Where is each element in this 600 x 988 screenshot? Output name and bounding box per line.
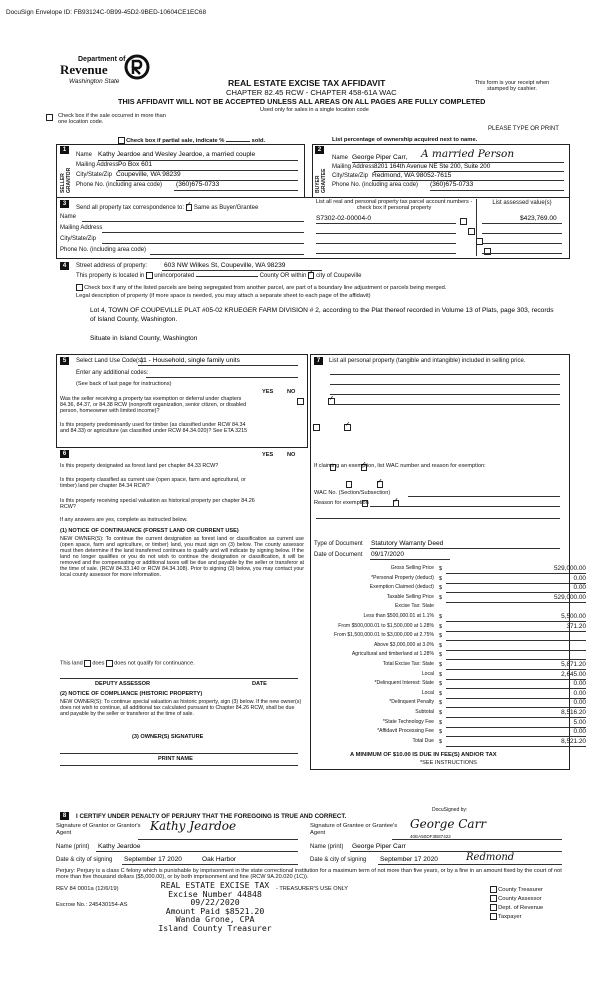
- same-as-buyer-checkbox[interactable]: [186, 204, 193, 211]
- location-row: [76, 272, 361, 280]
- buyer-city-label: City/State/Zip: [332, 173, 369, 179]
- historic-title: (2) NOTICE OF COMPLIANCE (HISTORIC PROPERTY): [60, 691, 203, 697]
- does-not-checkbox[interactable]: [106, 660, 113, 667]
- partial-sale-checkbox[interactable]: [118, 137, 125, 144]
- personal-property-checkbox-1[interactable]: [460, 218, 467, 225]
- land-use-line: [138, 365, 298, 366]
- section-1-number: 1: [60, 146, 69, 154]
- tax-row-dollar: $: [439, 690, 443, 697]
- grantor-date-line: [122, 864, 298, 865]
- send-correspondence-label: Send all property tax correspondence to:: [76, 204, 185, 211]
- grantee-date-field[interactable]: September 17 2020: [380, 856, 438, 863]
- tax-row-label: From $500,000.01 to $1,500,000 at 1.28%: [338, 622, 434, 629]
- section-2-number: 2: [315, 146, 324, 154]
- assessed-line-4: [482, 253, 562, 254]
- copy-county-assessor-label: County Assessor: [498, 896, 542, 902]
- tax-row: [314, 671, 584, 681]
- tax-row-label: Gross Selling Price: [390, 565, 434, 571]
- print-name-line[interactable]: [60, 765, 298, 766]
- tax-row-value[interactable]: 0.00: [446, 680, 586, 689]
- sold-label: sold.: [251, 137, 266, 144]
- segregated-checkbox[interactable]: [76, 284, 83, 291]
- treasurer-stamp: [150, 881, 280, 933]
- form-chapter: CHAPTER 82.45 RCW - CHAPTER 458-61A WAC: [226, 88, 397, 97]
- grantor-signature-label: Signature of Grantor or Grantor's Agent: [56, 823, 141, 836]
- treasurer-use-label: - TREASURER'S USE ONLY: [276, 886, 349, 892]
- tax-row: [314, 738, 584, 748]
- tax-row-value[interactable]: [446, 642, 586, 651]
- assessed-line-1: [482, 223, 562, 224]
- tax-row-value[interactable]: 5.00: [446, 719, 586, 728]
- seller-city-field[interactable]: Coupeville, WA 98239: [116, 171, 181, 178]
- street-label: Street address of property:: [76, 263, 148, 269]
- does-checkbox[interactable]: [84, 660, 91, 667]
- tax-row-label: *Affidavit Processing Fee: [377, 728, 434, 735]
- seller-name-field[interactable]: Kathy Jeardoe and Wesley Jeardoe, a married couple: [98, 151, 256, 158]
- docusigned-label: DocuSigned by:: [432, 807, 468, 813]
- s5-yes-header: YES: [262, 389, 274, 395]
- street-field[interactable]: 603 NW Wilkes St, Coupeville, WA 98239: [164, 262, 286, 269]
- tax-row-value[interactable]: 0.00: [446, 728, 586, 737]
- grantor-name-field[interactable]: Kathy Jeardoe: [98, 843, 141, 850]
- this-land-label: This land: [60, 660, 83, 667]
- corr-phone-field[interactable]: [150, 254, 304, 255]
- doc-date-field[interactable]: 09/17/2020: [371, 551, 405, 558]
- buyer-phone-line: [430, 190, 564, 191]
- tax-row-dollar: $: [439, 594, 443, 601]
- parcel-line-4: [316, 253, 456, 254]
- tax-row-value[interactable]: 8,521.20: [446, 738, 586, 747]
- additional-codes-field[interactable]: [146, 377, 298, 378]
- if-yes-note: If any answers are yes, complete as instructed below.: [60, 517, 188, 523]
- tax-row-dollar: $: [439, 575, 443, 582]
- buyer-name-label: Name: [332, 155, 349, 161]
- tax-row-value[interactable]: 529,000.00: [446, 565, 586, 574]
- grantor-signature-line[interactable]: [138, 839, 298, 840]
- send-correspondence: [76, 204, 258, 212]
- tax-row-dollar: $: [439, 671, 443, 678]
- doc-date-label: Date of Document: [314, 552, 363, 558]
- tax-row-label: *Delinquent Interest: State: [374, 680, 434, 687]
- tax-row-value[interactable]: 0.00: [446, 699, 586, 708]
- tax-row-dollar: $: [439, 681, 443, 688]
- owner-signature-label: (3) OWNER(S) SIGNATURE: [132, 734, 204, 740]
- parcel-number-field[interactable]: S7302-02-00004-0: [316, 215, 371, 222]
- tax-row-dollar: $: [439, 700, 443, 707]
- dor-logo: [60, 56, 160, 96]
- tax-row-dollar: $: [439, 652, 443, 659]
- tax-row: [314, 565, 584, 575]
- tax-row-dollar: $: [439, 642, 443, 649]
- doc-type-line: [370, 548, 560, 549]
- tax-row: [314, 699, 584, 709]
- tax-row-value[interactable]: 8,516.20: [446, 709, 586, 718]
- tax-row: [314, 613, 584, 623]
- tax-row-value[interactable]: [446, 651, 586, 660]
- reason-line-2[interactable]: [316, 518, 560, 519]
- tax-row-dollar: $: [439, 585, 443, 592]
- stamp-line-6: Island County Treasurer: [158, 923, 272, 934]
- doc-date-line: [370, 559, 450, 560]
- seller-phone-field[interactable]: (360)675-0733: [176, 181, 220, 188]
- street-line: [162, 270, 322, 271]
- wac-field[interactable]: [408, 496, 560, 497]
- tax-row: [314, 680, 584, 690]
- tax-row: [314, 632, 584, 642]
- stamp-line-4: Amount Paid $8521.20: [165, 905, 265, 916]
- tax-row-value[interactable]: 0.00: [446, 690, 586, 699]
- tax-row: [314, 690, 584, 700]
- within-city-checkbox[interactable]: [308, 272, 315, 279]
- personal-property-line-3[interactable]: [330, 394, 560, 395]
- reason-field[interactable]: [370, 506, 560, 507]
- copy-county-assessor-checkbox[interactable]: [490, 895, 497, 902]
- tax-row: [314, 575, 584, 585]
- grantee-name-label: Name (print): [310, 844, 344, 850]
- tax-row: [314, 594, 584, 604]
- tax-row: [314, 603, 584, 613]
- tax-row-label: Less than $500,000.01 at 1.1%: [363, 613, 434, 619]
- logo-line1: Department of: [78, 56, 126, 63]
- unincorporated-checkbox[interactable]: [146, 272, 153, 279]
- tax-row-label: Agricultural and timberland at 1.28%: [351, 651, 434, 658]
- continuance-text: NEW OWNER(S): To continue the current designation as forest land or classification as current use (open space, farm and agriculture, or timber) land, you must sign on (3) below. The county assessor must then determine if the land transferred continues to qualify and will indicate by signing below. If the land no longer qualifies or you do not wish to continue the designation or classification, it will be removed and the compensating or additional taxes will be due and payable by the seller or transferor at the time of sale. (RCW 84.33.140 or RCW 84.34.108). Prior to signing (3) below, you may contact your local county assessor for more information.: [60, 536, 304, 579]
- tax-row-dollar: $: [439, 566, 443, 572]
- grantee-date-line: [378, 864, 562, 865]
- escrow-number: Escrow No.: 245430154-AS: [56, 902, 128, 908]
- corr-city-label: City/State/Zip: [60, 236, 97, 242]
- grantee-city-field[interactable]: Redmond: [466, 852, 515, 863]
- seller-side-label: SELLER GRANTOR: [60, 167, 72, 193]
- tax-row: [314, 709, 584, 719]
- s6-question-2: Is this property classified as current use (open space, farm and agricultural, or timber) land per chapter 84.34 RCW?: [60, 477, 246, 490]
- continuance-title: (1) NOTICE OF CONTINUANCE (FOREST LAND OR CURRENT USE): [60, 528, 239, 534]
- copy-county-treasurer-checkbox[interactable]: [490, 886, 497, 893]
- single-location-note: Used only for sales in a single location code: [260, 107, 369, 113]
- buyer-mail-label: Mailing Address: [332, 164, 375, 170]
- grantor-date-label: Date & city of signing: [56, 857, 113, 863]
- grantor-name-line: [96, 851, 298, 852]
- personal-property-checkbox-2[interactable]: [468, 228, 475, 235]
- seller-mail-label: Mailing Address: [76, 162, 119, 168]
- parcel-header: List all real and personal property tax parcel account numbers - check box if personal property: [315, 199, 473, 212]
- land-use-code-field[interactable]: 11 - Household, single family units: [140, 357, 240, 364]
- stamp-line-2: Excise Number 44848: [168, 888, 262, 899]
- s5-no-header: NO: [287, 389, 296, 395]
- logo-line2: Revenue: [60, 62, 108, 77]
- grantee-name-field[interactable]: George Piper Carr: [352, 843, 406, 850]
- tax-row-dollar: $: [439, 729, 443, 736]
- buyer-name-field[interactable]: George Piper Carr,: [352, 154, 408, 161]
- s6-question-1: Is this property designated as forest land per chapter 84.33 RCW?: [60, 463, 219, 469]
- parcel-line-1: [316, 223, 456, 224]
- segregated-label: Check box if any of the listed parcels are being segregated from another parcel, are part of a boundary line adjustment or parcels being merged.: [84, 284, 447, 291]
- buyer-name-handwritten: A married Person: [421, 148, 515, 160]
- land-use-instructions: (See back of last page for instructions): [76, 381, 172, 387]
- ownership-note: List percentage of ownership acquired next to name.: [332, 137, 478, 143]
- copy-dept-revenue-label: Dept. of Revenue: [498, 905, 544, 911]
- wac-label: WAC No. (Section/Subsection): [314, 490, 391, 496]
- form-revision: REV 84 0001a (12/6/19): [56, 886, 119, 892]
- partial-sale-percent-field[interactable]: [226, 141, 250, 142]
- tax-row-value[interactable]: 371.20: [446, 623, 586, 632]
- tax-row-label: Total Excise Tax: State: [382, 661, 434, 667]
- city-label: city of Coupeville: [316, 272, 362, 279]
- parcel-line-3: [316, 243, 456, 244]
- grantee-date-label: Date & city of signing: [310, 857, 367, 863]
- s6-question-3: Is this property receiving special valuation as historical property per chapter 84.26 RCW?: [60, 498, 255, 511]
- tax-row-value[interactable]: 5,871.20: [446, 661, 586, 670]
- copy-taxpayer: [490, 913, 543, 922]
- section-6-number: 6: [60, 450, 69, 458]
- copy-county-treasurer-label: County Treasurer: [498, 887, 543, 893]
- legal-description-label: Legal description of property (if more space is needed, you may attach a separate sheet to each page of the affidavit): [76, 293, 371, 299]
- seller-phone-line: [174, 190, 298, 191]
- tax-row-value[interactable]: [446, 632, 586, 641]
- assessed-divider: [476, 199, 477, 256]
- dor-r-icon: [124, 54, 150, 80]
- s5-question-2: Is this property predominantly used for timber (as classified under RCW 84.34 and 84.33) or agriculture (as classified under RCW 84.34.020)? See ETA 3215: [60, 422, 248, 435]
- corr-mail-field[interactable]: [102, 232, 304, 233]
- form-title: REAL ESTATE EXCISE TAX AFFIDAVIT: [228, 78, 386, 88]
- historic-text: NEW OWNER(S): To continue special valuation as historic property, sign (3) below. If the new owner(s) does not wish to continue, all additional tax calculated pursuant to Chapter 84.26 RCW, shall be due and payable by the seller or transferor at the time of sale.: [60, 699, 302, 718]
- parcel-line-2: [316, 233, 456, 234]
- tax-row-label: Total Due: [412, 737, 434, 744]
- tax-row-value[interactable]: 529,000.00: [446, 594, 586, 603]
- segregated-row: [76, 284, 556, 291]
- corr-city-field[interactable]: [102, 243, 304, 244]
- stamp-line-1: REAL ESTATE EXCISE TAX: [160, 880, 270, 890]
- section-8-number: 8: [60, 812, 69, 820]
- copy-county-assessor: [490, 895, 543, 904]
- buyer-phone-label: Phone No. (including area code): [332, 182, 419, 188]
- form-warning: THIS AFFIDAVIT WILL NOT BE ACCEPTED UNLESS ALL AREAS ON ALL PAGES ARE FULLY COMPLETED: [118, 97, 486, 106]
- doc-type-field[interactable]: Statutory Warranty Deed: [371, 540, 444, 547]
- located-label: This property is located in: [76, 272, 145, 279]
- qualify-row: [60, 660, 195, 667]
- corr-name-label: Name: [60, 214, 77, 220]
- docusign-envelope-id: DocuSign Envelope ID: FB93124C-0B99-45D2-9BED-10604CE1EC68: [6, 9, 207, 16]
- tax-row-label: Excise Tax: State: [395, 603, 434, 610]
- section-5-number: 5: [60, 357, 69, 365]
- seller-mail-field[interactable]: Po Box 601: [118, 161, 153, 168]
- section-7-number: 7: [314, 357, 323, 365]
- reason-label: Reason for exemption: [314, 500, 369, 506]
- tax-row-label: Taxable Selling Price: [386, 593, 434, 600]
- grantor-date-field[interactable]: September 17 2020: [124, 856, 182, 863]
- seller-phone-label: Phone No. (including area code): [76, 182, 163, 188]
- multi-location-checkbox[interactable]: [46, 114, 53, 121]
- tax-row: [314, 651, 584, 661]
- same-as-buyer-label: Same as Buyer/Grantee: [193, 204, 259, 211]
- section-4-number: 4: [60, 262, 69, 270]
- tax-row-label: *Delinquent Penalty: [389, 699, 434, 706]
- tax-row: [314, 728, 584, 738]
- tax-row-label: *State Technology Fee: [382, 718, 434, 725]
- multi-location-label: Check box if the sale occurred in more than one location code.: [58, 113, 166, 126]
- personal-property-line-1[interactable]: [330, 374, 560, 375]
- tax-row-value[interactable]: 5,500.00: [446, 613, 586, 622]
- copy-county-treasurer: [490, 886, 543, 895]
- buyer-mail-field[interactable]: 8201 164th Avenue NE Ste 200, Suite 200: [374, 163, 491, 170]
- copy-distribution-list: [490, 886, 543, 922]
- tax-row-dollar: $: [439, 738, 443, 745]
- grantee-signature-line[interactable]: [392, 839, 562, 840]
- personal-property-label: List all personal property (tangible and intangible) included in selling price.: [329, 358, 526, 364]
- receipt-note: This form is your receipt when stamped by cashier.: [474, 80, 550, 93]
- buyer-side-label: BUYER GRANTEE: [315, 168, 327, 193]
- tax-row: [314, 719, 584, 729]
- tax-row: [314, 584, 584, 594]
- tax-row-value[interactable]: 0.00: [446, 584, 586, 593]
- logo-line3: Washington State: [69, 78, 120, 85]
- grantor-signature: Kathy Jeardoe: [150, 819, 237, 833]
- does-label: does: [92, 660, 105, 667]
- copy-taxpayer-label: Taxpayer: [498, 914, 522, 920]
- minimum-fee-note: A MINIMUM OF $10.00 IS DUE IN FEE(S) AND/OR TAX: [350, 752, 497, 758]
- tax-row-dollar: $: [439, 710, 443, 716]
- s6-no-header: NO: [287, 452, 296, 458]
- grantee-signature: George Carr: [410, 817, 487, 831]
- grantor-city-field[interactable]: Oak Harbor: [202, 856, 237, 863]
- legal-description-field[interactable]: Lot 4, TOWN OF COUPEVILLE PLAT #05-02 KRUEGER FARM DIVISION # 2, according to the Plat thereof recorded in Volume 13 of Plats, page 303, records of Island County, Washington.: [90, 307, 554, 323]
- tax-row-dollar: $: [439, 633, 443, 640]
- buyer-phone-field[interactable]: (360)675-0733: [430, 181, 474, 188]
- does-not-label: does not qualify for continuance.: [114, 660, 195, 667]
- tax-row-label: Subtotal: [415, 709, 434, 715]
- section-3-number: 3: [60, 200, 69, 208]
- tax-row: [314, 661, 584, 671]
- exemption-label: If claiming an exemption, list WAC number and reason for exemption:: [314, 463, 486, 469]
- additional-codes-label: Enter any additional codes:: [76, 370, 149, 376]
- deputy-assessor-signature[interactable]: [60, 678, 298, 679]
- stamp-line-3: 09/22/2020: [190, 897, 240, 908]
- tax-row: [314, 623, 584, 633]
- deputy-date-label: DATE: [252, 681, 267, 687]
- tax-row-label: *Personal Property (deduct): [371, 574, 434, 581]
- assessed-header: List assessed value(s): [492, 200, 552, 206]
- grantee-name-line: [350, 851, 562, 852]
- grantee-signature-label: Signature of Grantee or Grantee's Agent: [310, 823, 398, 836]
- see-instructions-note: *SEE INSTRUCTIONS: [420, 760, 477, 766]
- personal-property-line-2[interactable]: [330, 384, 560, 385]
- assessed-line-2: [482, 233, 562, 234]
- certify-statement: I CERTIFY UNDER PENALTY OF PERJURY THAT THE FOREGOING IS TRUE AND CORRECT.: [76, 813, 347, 820]
- seller-name-label: Name: [76, 152, 93, 158]
- copy-taxpayer-checkbox[interactable]: [490, 913, 497, 920]
- grantee-signature-id: 40EA50DF3B87422: [410, 834, 451, 839]
- s6-yes-header: YES: [262, 452, 274, 458]
- county-label: County OR within: [259, 272, 307, 279]
- land-use-label: Select Land Use Code(s):: [76, 358, 145, 364]
- multi-location-row: [58, 113, 168, 126]
- assessed-line-3: [482, 243, 562, 244]
- tax-row-dollar: $: [439, 719, 443, 726]
- tax-row-dollar: $: [439, 614, 443, 620]
- tax-row-dollar: $: [439, 623, 443, 630]
- perjury-notice: Perjury: Perjury is a class C felony which is punishable by imprisonment in the state correctional institution for a maximum term of not more than five years, or by a fine in an amount fixed by the court of not more than five thousand dollars ($5,000.00), or by both imprisonment and fine (RCW 9A.20.020 (1C)).: [56, 868, 562, 881]
- doc-type-label: Type of Document: [314, 541, 363, 547]
- tax-row-label: Local: [421, 670, 434, 677]
- corr-mail-label: Mailing Address: [60, 225, 103, 231]
- copy-dept-revenue: [490, 904, 543, 913]
- copy-dept-revenue-checkbox[interactable]: [490, 904, 497, 911]
- deputy-assessor-label: DEPUTY ASSESSOR: [95, 681, 151, 687]
- partial-sale-label: Check box if partial sale, indicate %: [126, 137, 225, 144]
- type-or-print-note: PLEASE TYPE OR PRINT: [488, 126, 559, 132]
- tax-row-label: Exemption Claimed (deduct): [369, 584, 434, 591]
- assessed-value-field[interactable]: $423,769.00: [520, 215, 557, 222]
- print-name-label: PRINT NAME: [158, 756, 193, 762]
- tax-row-label: Above $3,000,000 at 3.0%: [373, 641, 434, 648]
- seller-city-label: City/State/Zip: [76, 172, 113, 178]
- situate-text: Situate in Island County, Washington: [90, 335, 198, 342]
- s5-question-1: Was the seller receiving a property tax exemption or deferral under chapters 84.36, 84.37, or 84.38 RCW (nonprofit organization, senior citizen, or disabled person, homeowner with limited income)?: [60, 396, 247, 415]
- tax-row-label: Local: [421, 689, 434, 696]
- corr-phone-label: Phone No. (including area code): [60, 247, 147, 253]
- tax-row-value[interactable]: 2,645.00: [446, 671, 586, 680]
- stamp-line-5: Wanda Grone, CPA: [175, 914, 255, 925]
- corr-name-field[interactable]: [82, 221, 304, 222]
- buyer-city-field[interactable]: Redmond, WA 98052-7615: [372, 172, 452, 179]
- tax-row-label: From $1,500,000.01 to $3,000,000 at 2.75%: [334, 632, 434, 639]
- unincorporated-label: unincorporated: [154, 272, 195, 279]
- tax-row: [314, 642, 584, 652]
- grantor-name-label: Name (print): [56, 844, 90, 850]
- personal-property-line-4[interactable]: [330, 404, 560, 405]
- county-field[interactable]: [196, 276, 258, 277]
- tax-row-value[interactable]: 0.00: [446, 575, 586, 584]
- s5-q1-yes[interactable]: [297, 398, 304, 405]
- owner-signature-line[interactable]: [60, 753, 298, 754]
- tax-row-dollar: $: [439, 662, 443, 668]
